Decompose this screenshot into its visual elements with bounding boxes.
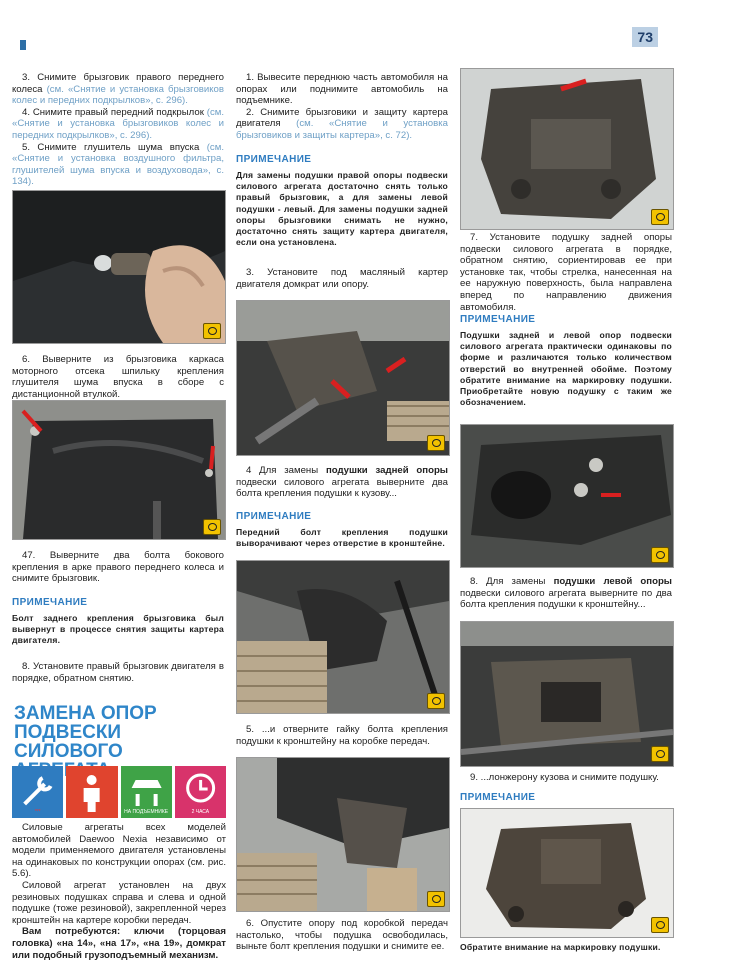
step-3-jack: 3. Установите под масляный картер двигателя домкрат или опору.: [236, 267, 448, 290]
col2-step-3: [236, 267, 448, 290]
person-icon: [66, 766, 117, 818]
step-6: 6. Выверните из брызговика каркаса моторного отсека шпильку крепления глушителя шума впуска в сборе с дистанционной втулкой.: [12, 354, 224, 400]
note-1-body: Болт заднего крепления брызговика был вывернут в процессе снятия защиты картера двигателя.: [12, 613, 224, 646]
photo-rear-mount-cushion: [460, 68, 674, 230]
step-1: 1. Вывесите переднюю часть автомобиля на опорах или поднимите автомобиль на подъемнике.: [236, 72, 448, 107]
note-3-body: Передний болт крепления подушки выворачивают через отверстие в кронштейне.: [236, 527, 448, 549]
page-number: 73: [632, 27, 658, 47]
wrench-icon: [12, 766, 63, 818]
camera-icon: [427, 435, 445, 451]
col2-steps-1-2: [236, 72, 448, 142]
step-9: 9. ...лонжерону кузова и снимите подушку.: [470, 772, 659, 783]
step-8-bold: подушки левой опоры: [553, 576, 672, 587]
camera-icon: [651, 209, 669, 225]
step-5-ref: (см. «Снятие и установка воздушного фильтра, глушителей шума впуска и воздуховода», с. 134).: [12, 141, 224, 188]
difficulty-icons: [12, 766, 226, 818]
section-title: ЗАМЕНА ОПОР ПОДВЕСКИ СИЛОВОГО: [14, 703, 157, 762]
note-2-body: Для замены подушки правой опоры подвески силового агрегата достаточно снять только правый брызговик, а для замены левой подушки - левый. Для замены подушки задней опоры брызговики снимать не нужно, достаточно снять защиту картера двигателя, если она установлена.: [236, 170, 448, 248]
photo-muffler-stud: [12, 190, 226, 344]
step-5-nut: 5. ...и отверните гайку болта крепления подушки к кронштейну на коробке передач.: [236, 724, 448, 747]
camera-icon: [651, 746, 669, 762]
col2-step-4: [236, 465, 448, 500]
note-5-title: ПРИМЕЧАНИЕ: [460, 792, 536, 803]
photo-caption: Обратите внимание на маркировку подушки.: [460, 942, 661, 952]
step-7: 47. Выверните два болта бокового крепления в арке правого переднего колеса и снимите брызговик.: [12, 550, 224, 585]
section-marker: [20, 40, 26, 50]
col1-intro: [12, 822, 226, 961]
step-6-lower: 6. Опустите опору под коробкой передач настолько, чтобы подушка освободилась, выньте болт крепления подушки и снимите ее.: [236, 918, 448, 953]
step-4-rest: подвески силового агрегата выверните два болта крепления подушки к кузову...: [236, 476, 448, 500]
note-4-body: Подушки задней и левой опор подвески силового агрегата практически одинаковы по форме и различаются только количеством отверстий во внутренней обойме. Поэтому обратите внимание на маркировку подушки. Приобретайте новую подушку с таким же обозначением.: [460, 330, 672, 408]
clock-icon: [175, 766, 226, 818]
col1-step-7: [12, 550, 224, 585]
intro-3: Вам потребуются: ключи (торцовая головка) «на 14», «на 17», «на 19», домкрат или подобный грузоподъемный механизм.: [12, 926, 226, 961]
difficulty-stars: ***: [34, 809, 41, 815]
camera-icon: [203, 519, 221, 535]
lift-caption: НА ПОДЪЕМНИКЕ: [124, 809, 169, 815]
col1-steps-3-5: [12, 72, 224, 188]
col3-step-7: [460, 232, 672, 313]
step-2: 2. Снимите брызговики и защиту картера двигателя: [236, 106, 448, 130]
camera-icon: [203, 323, 221, 339]
step-5: 5. Снимите глушитель шума впуска: [22, 141, 200, 153]
note-3-title: ПРИМЕЧАНИЕ: [236, 511, 312, 522]
step-4-ref: (см. «Снятие и установка брызговиков колес и передних подкрылков», с. 296).: [12, 106, 225, 141]
lift-icon: [121, 766, 172, 818]
note-2-title: ПРИМЕЧАНИЕ: [236, 154, 312, 165]
intro-1: Силовые агрегаты всех моделей автомобилей Daewoo Nexia независимо от модели применяемого двигателя установлены на одинаковых по конструкции опорах (см. рис. 5.6).: [12, 822, 226, 880]
step-4: 4. Снимите правый передний подкрылок: [22, 106, 204, 118]
camera-icon: [427, 693, 445, 709]
step-8-prefix: 8. Для замены: [470, 576, 546, 587]
step-3: 3. Снимите брызговик правого переднего колеса: [12, 72, 224, 95]
col3-step-8: [460, 576, 672, 611]
col3-step-9: [460, 772, 672, 784]
note-4-title: ПРИМЕЧАНИЕ: [460, 314, 536, 325]
photo-splash-guard-bolts: [12, 400, 226, 540]
camera-icon: [427, 891, 445, 907]
photo-gearbox-bracket-nut: [236, 560, 450, 714]
col2-step-5: [236, 724, 448, 747]
intro-2: Силовой агрегат установлен на двух резиновых подушках справа и слева и одной подушке (тоже резиновой), закрепленной через кронштейн на картере коробки передач.: [12, 879, 226, 926]
step-8: 8. Установите правый брызговик двигателя в порядке, обратном снятию.: [12, 661, 224, 684]
photo-cushion-marking: [460, 808, 674, 938]
note-1-title: ПРИМЕЧАНИЕ: [12, 597, 88, 608]
camera-icon: [651, 547, 669, 563]
step-4-prefix: 4 Для замены: [246, 465, 319, 476]
step-8-rest: подвески силового агрегата выверните по два болта крепления подушки к кронштейну...: [460, 587, 672, 611]
col1-step-8: [12, 661, 224, 684]
step-7-install: 7. Установите подушку задней опоры подвески силового агрегата в порядке, обратном снятию, сориентировав ее при установке так, чтобы стрелка, нанесенная на ее наружную поверхность, была направлена вперед по направлению движения автомобиля.: [460, 232, 672, 313]
step-3-ref: (см. «Снятие и установка брызговиков колес и передних подкрылков», с. 296).: [12, 83, 224, 107]
photo-left-mount-bolts: [460, 424, 674, 568]
time-caption: 2 ЧАСА: [191, 809, 210, 815]
photo-left-mount-frame: [460, 621, 674, 767]
step-2-ref: (см. «Снятие и установка брызговиков и защиты картера», с. 72).: [236, 118, 448, 141]
photo-rear-mount-bolts: [236, 300, 450, 456]
step-4-bold: подушки задней опоры: [325, 465, 448, 476]
col1-step-6: [12, 354, 224, 400]
camera-icon: [651, 917, 669, 933]
col2-step-6: [236, 918, 448, 953]
photo-lower-support: [236, 757, 450, 912]
